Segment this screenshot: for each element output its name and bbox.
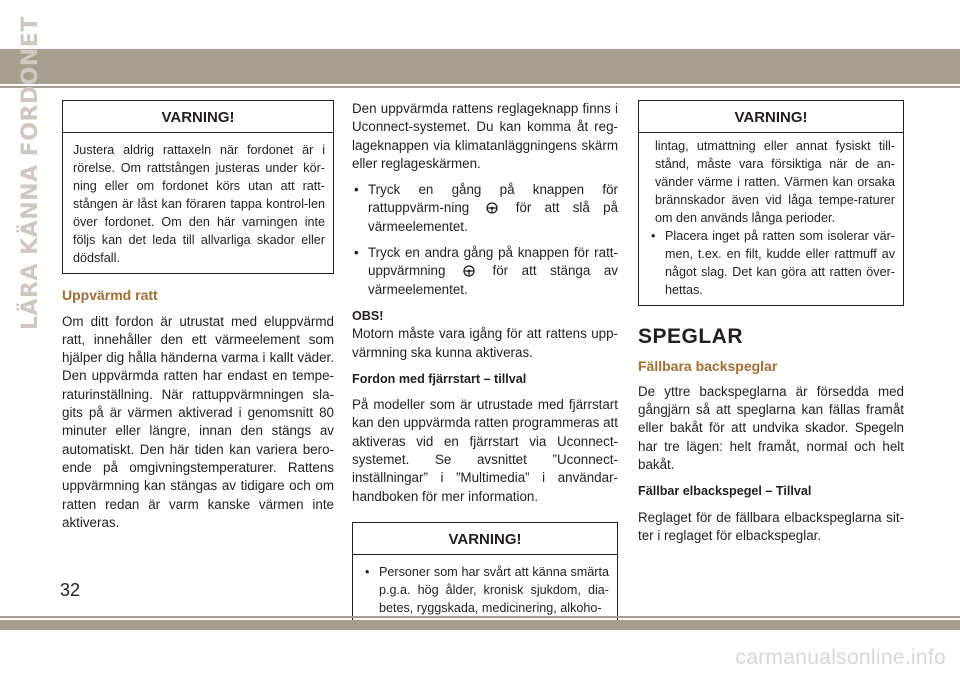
heated-steering-wheel-icon — [486, 202, 498, 214]
top-band — [0, 49, 960, 84]
watermark-text: carmanualsonline.info — [735, 646, 946, 669]
warning-text: Justera aldrig rattaxeln när fordonet är i rörelse. Om rattstången justeras under kör-ning eller om fordonet körs utan att ratt-stången är låst kan föraren tappa kontrol-len över fordonet. Om den här varningen inte följs kan det leda till allvarliga skador eller dödsfall. — [73, 143, 325, 266]
folding-mirrors-heading: Fällbara backspeglar — [638, 357, 778, 374]
power-folding-mirror-paragraph: Reglaget för de fällbara elbackspeglarna sit-ter i reglaget för elbackspeglar. — [638, 509, 904, 543]
warning-box-3 — [638, 100, 904, 306]
warning-continuation: lintag, utmattning eller annat fysiskt till-stånd, måste vara försiktiga när de an-vänder värme i ratten. Värmen kan orsaka brännskador även vid låga tempe-raturer om den används långa perioder. — [655, 139, 895, 226]
warning-bullet: • Personer som har svårt att känna smärta p.g.a. hög ålder, kronisk sjukdom, dia-betes, ryggskada, medicinering, alkoho- — [363, 563, 609, 617]
folding-mirrors-paragraph: De yttre backspeglarna är försedda med gångjärn så att speglarna kan fällas framåt eller bakåt för att undvika skador. Spegeln har tre lägen: helt framåt, normal och helt bakåt. — [638, 383, 904, 473]
power-folding-mirror-heading: Fällbar elbackspegel – Tillval — [638, 484, 812, 499]
column-2 — [352, 100, 618, 624]
note-text: Motorn måste vara igång för att rattens upp-värmning ska kunna aktiveras. — [352, 326, 618, 360]
warning-bullet: • Placera inget på ratten som isolerar vär-men, t.ex. en filt, kudde eller rattmuff av något slag. Det kan göra att ratten över-hettas. — [649, 227, 895, 299]
page-number: 32 — [60, 580, 81, 600]
top-band-line — [0, 86, 960, 88]
bottom-band-line — [0, 616, 960, 618]
note-title: OBS! — [352, 308, 384, 323]
heated-steering-wheel-icon — [463, 265, 475, 277]
column-1 — [62, 100, 334, 540]
control-intro: Den uppvärmda rattens reglageknapp finns i Uconnect-systemet. Du kan komma åt reg-lageknappen via klimatanläggningens skärm eller reglageskärmen. — [352, 101, 618, 171]
heated-wheel-heading: Uppvärmd ratt — [62, 287, 158, 304]
warning-title: VARNING! — [639, 101, 903, 133]
instruction-item-off: • Tryck en andra gång på knappen för ratt-uppvärmning för att stänga av värmeelementet. — [352, 244, 618, 299]
column-3 — [638, 100, 904, 553]
remote-start-text: På modeller som är utrustade med fjärrstart kan den uppvärmda ratten programmeras att aktiveras vid en fjärrstart via Uconnect-systemet. Se avsnittet ”Uconnect-inställningar” i ”Multimedia” i användar-handboken för mer information. — [352, 397, 618, 504]
heated-wheel-paragraph: Om ditt fordon är utrustat med eluppvärmd ratt, innehåller den ett värmeelement som hjälper dig hålla händerna varma i kallt väder. Den uppvärmda ratten har endast en tempe-raturinställning. När rattuppvärmningen sla-gits på är värmen aktiverad i genomsnitt 80 minuter eller längre, innan den stängs av automatiskt. Den här tiden kan variera bero-ende på omgivningstemperaturer. Rattens uppvärmning kan stängas av tidigare och om ratten redan är varm kanske värmen inte aktiveras. — [62, 313, 334, 530]
warning-box-1 — [62, 100, 334, 274]
warning-title: VARNING! — [353, 523, 617, 555]
bottom-band — [0, 620, 960, 630]
remote-start-heading: Fordon med fjärrstart – tillval — [352, 371, 527, 386]
warning-box-2 — [352, 522, 618, 624]
instruction-item-on: • Tryck en gång på knappen för rattuppvärm-ning för att slå på värmeelementet. — [352, 181, 618, 236]
warning-title: VARNING! — [63, 101, 333, 133]
side-section-title: LÄRA KÄNNA FORDONET — [18, 16, 43, 330]
mirrors-heading: SPEGLAR — [638, 325, 744, 349]
instruction-list — [352, 181, 618, 299]
